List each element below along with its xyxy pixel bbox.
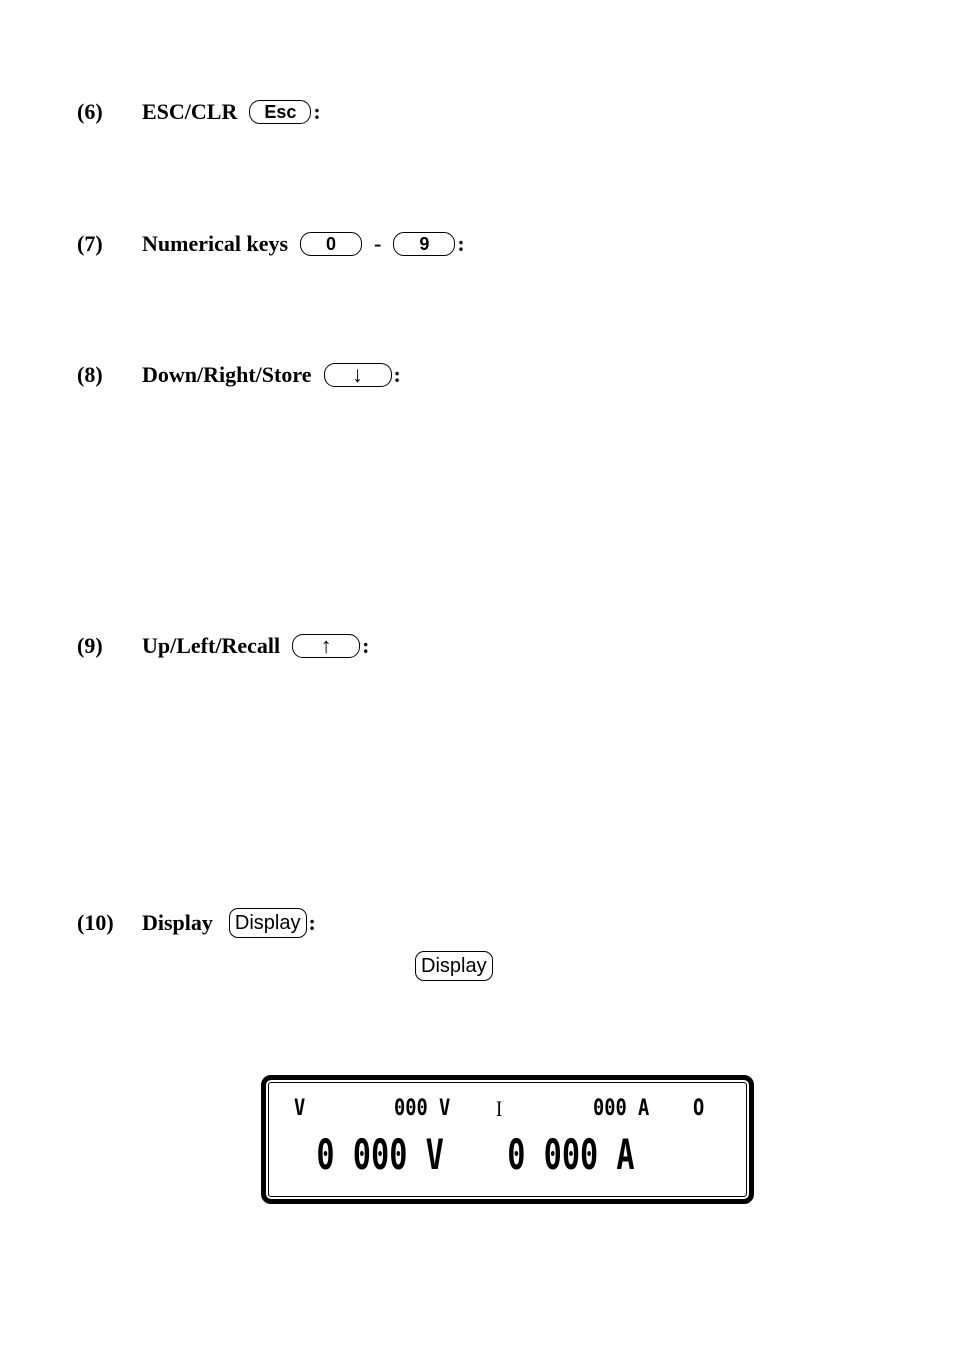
lcd-line-1 bbox=[266, 1096, 749, 1126]
colon: : bbox=[313, 99, 321, 124]
arrow-down-key-icon: ↓ bbox=[324, 363, 392, 387]
colon: : bbox=[393, 362, 401, 387]
zero-key-icon: 0 bbox=[300, 232, 362, 256]
lcd-voltage-setting: 000 V bbox=[394, 1096, 451, 1121]
lcd-current-setting: 000 A bbox=[593, 1096, 650, 1121]
item-number: (7) bbox=[77, 231, 103, 256]
item-number: (8) bbox=[77, 362, 103, 387]
item-label: Numerical keys bbox=[142, 231, 289, 256]
item-label: Down/Right/Store bbox=[142, 362, 312, 387]
lcd-line-2 bbox=[266, 1130, 635, 1180]
nine-key-icon: 9 bbox=[393, 232, 455, 256]
item-label: ESC/CLR bbox=[142, 99, 238, 124]
dash: - bbox=[374, 231, 382, 256]
item-number: (9) bbox=[77, 633, 103, 658]
colon: : bbox=[308, 910, 316, 935]
lcd-voltage-symbol: V bbox=[294, 1096, 306, 1121]
display-key-inline-icon: Display bbox=[415, 951, 493, 981]
esc-key-icon: Esc bbox=[249, 100, 311, 124]
arrow-up-key-icon: ↑ bbox=[292, 634, 360, 658]
lcd-current-reading: 0 000 A bbox=[507, 1130, 635, 1179]
lcd-current-symbol: I bbox=[496, 1096, 503, 1121]
lcd-output-status: O bbox=[693, 1096, 705, 1121]
display-key-icon: Display bbox=[229, 908, 307, 938]
lcd-voltage-reading: 0 000 V bbox=[316, 1130, 444, 1179]
colon: : bbox=[362, 633, 370, 658]
item-label: Display bbox=[142, 910, 213, 935]
item-number: (10) bbox=[77, 910, 114, 935]
colon: : bbox=[457, 231, 465, 256]
item-label: Up/Left/Recall bbox=[142, 633, 281, 658]
item-number: (6) bbox=[77, 99, 103, 124]
lcd-screen bbox=[261, 1075, 754, 1204]
